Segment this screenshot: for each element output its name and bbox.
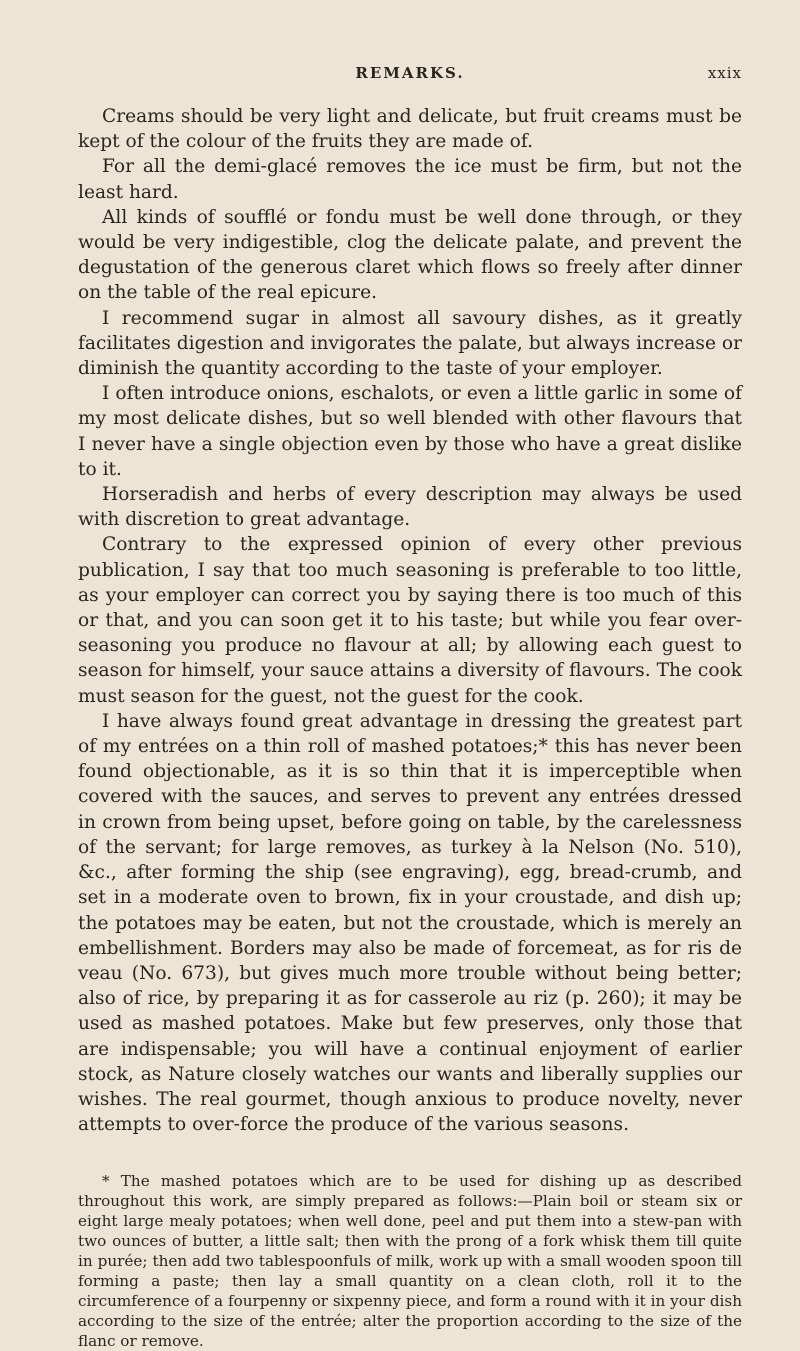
paragraph: For all the demi-glacé removes the ice must be firm, but not the least hard.: [78, 156, 742, 203]
page-number: xxix: [707, 64, 742, 82]
paragraph: Contrary to the expressed opinion of every other previous publication, I say that too much seasoning is preferable to too little, as your employer can correct you by saying there is too much of this or that, and you can soon get it to his taste; but while you fear over-seasoning you produce no flavour at all; by allowing each guest to season for himself, your sauce attains a diversity of flavours. The cook must season for the guest, not the guest for the cook.: [78, 534, 742, 707]
footnote: [78, 1171, 742, 1351]
paragraph: Horseradish and herbs of every description may always be used with discretion to great advantage.: [78, 484, 742, 531]
paragraph: All kinds of soufflé or fondu must be well done through, or they would be very indigestible, clog the delicate palate, and prevent the degustation of the generous claret which flows so freely after dinner on the table of the real epicure.: [78, 206, 742, 304]
paragraph: I often introduce onions, eschalots, or even a little garlic in some of my most delicate dishes, but so well blended with other flavours that I never have a single objection even by those who have a great dislike to it.: [78, 383, 742, 480]
running-header: [78, 64, 742, 90]
paragraph: I recommend sugar in almost all savoury dishes, as it greatly facilitates digestion and invigorates the palate, but always increase or diminish the quantity according to the taste of your employer.: [78, 307, 742, 380]
paragraph: Creams should be very light and delicate, but fruit creams must be kept of the colour of the fruits they are made of.: [78, 106, 742, 153]
running-title: REMARKS.: [355, 64, 465, 82]
main-text: [78, 104, 742, 1137]
footnote-text: * The mashed potatoes which are to be used for dishing up as described throughout this work, are simply prepared as follows:—Plain boil or steam six or eight large mealy potatoes; when well done, peel and put them into a stew-pan with two ounces of butter, a little salt; then with the prong of a fork whisk them till quite in purée; then add two tablespoonfuls of milk, work up with a small wooden spoon till forming a paste; then lay a small quantity on a clean cloth, roll it to the circumference of a fourpenny or sixpenny piece, and form a round with it in your dish according to the size of the entrée; alter the proportion according to the size of the flanc or remove.: [78, 1172, 742, 1351]
paragraph: I have always found great advantage in dressing the greatest part of my entrées on a thin roll of mashed potatoes;* this has never been found objectionable, as it is so thin that it is imperceptible when covered with the sauces, and serves to prevent any entrées dressed in crown from being upset, before going on table, by the carelessness of the servant; for large removes, as turkey à la Nelson (No. 510), &c., after forming the ship (see engraving), egg, bread-crumb, and set in a moderate oven to brown, fix in your croustade, and dish up; the potatoes may be eaten, but not the croustade, which is merely an embellishment. Borders may also be made of forcemeat, as for ris de veau (No. 673), but gives much more trouble without being better; also of rice, by preparing it as for casserole au riz (p. 260); it may be used as mashed potatoes. Make but few preserves, only those that are indispensable; you will have a continual enjoyment of earlier stock, as Nature closely watches our wants and liberally supplies our wishes. The real gourmet, though anxious to produce novelty, never attempts to over-force the produce of the various seasons.: [78, 710, 742, 1136]
